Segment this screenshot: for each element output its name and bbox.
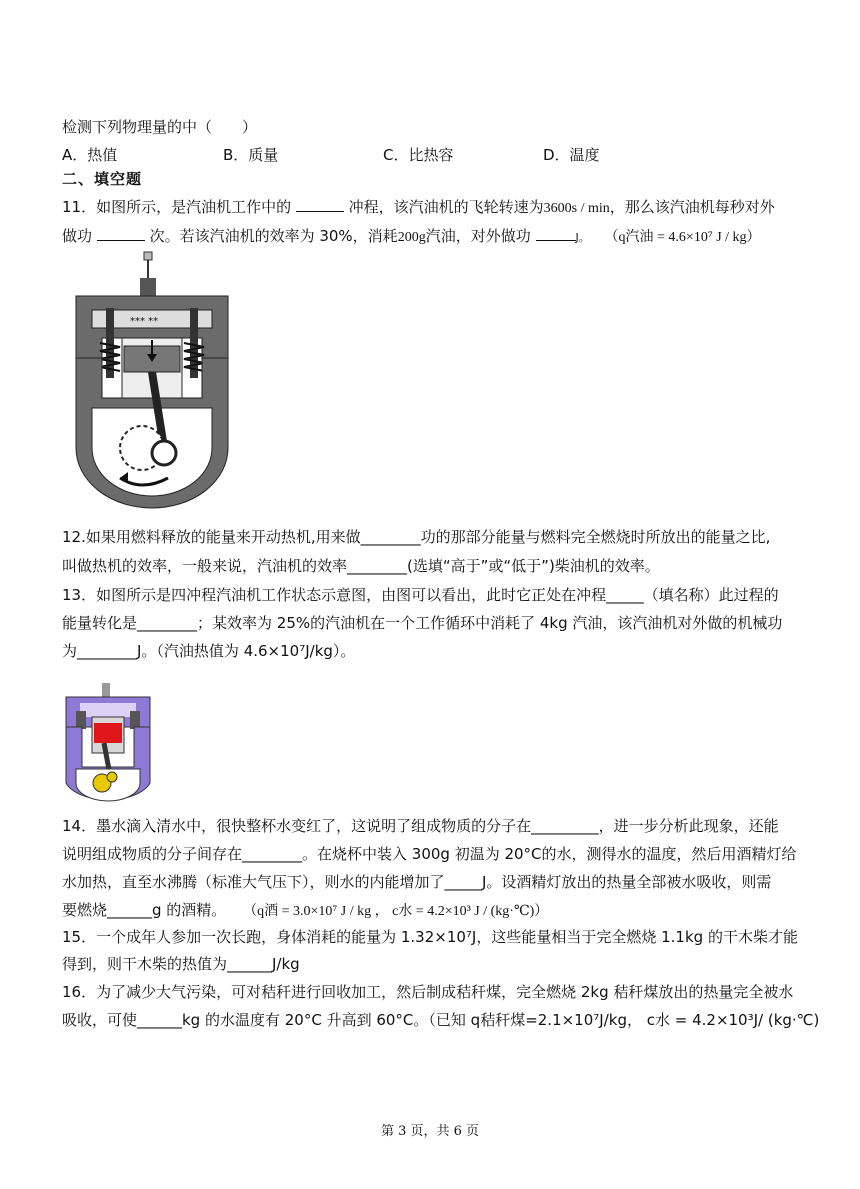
q11-blank-stroke (296, 197, 344, 212)
q12-line2: 叫做热机的效率，一般来说，汽油机的效率________(选填“高于”或“低于”)柴油机的效率。 (62, 557, 660, 575)
q14-line3: 水加热，直至水沸腾（标准大气压下），则水的内能增加了_____J。设酒精灯放出的热量全部被水吸收，则需 (62, 873, 772, 891)
gasoline-engine-diagram (72, 248, 232, 513)
q14-line4: 要燃烧______g 的酒精。 （q酒 = 3.0×10⁷ J / kg ， c水 = 4.2×10³ J / (kg·℃)） (62, 901, 549, 919)
four-stroke-engine-diagram (62, 683, 154, 808)
question-10-tail: 检测下列物理量的中（ ） (62, 118, 258, 136)
q15-line1: 15．一个成年人参加一次长跑，身体消耗的能量为 1.32×10⁷J，这些能量相当于完全燃烧 1.1kg 的干木柴才能 (62, 928, 798, 946)
q11-formula: （q汽油 = 4.6×10⁷ J / kg） (604, 230, 761, 245)
q16-line2: 吸收，可使______kg 的水温度有 20°C 升高到 60°C。（已知 q秸秆煤=2.1×10⁷J/kg， c水 = 4.2×10³J/ (kg·℃) (62, 1011, 820, 1029)
option-d: D．温度 (543, 146, 600, 164)
q11-line1: 11．如图所示，是汽油机工作中的 冲程，该汽油机的飞轮转速为3600s / min，那么该汽油机每秒对外 (62, 198, 775, 216)
q14-formula: （q酒 = 3.0×10⁷ J / kg ， c水 = 4.2×10³ J / (kg·℃)） (243, 904, 549, 919)
q11-blank-work (536, 226, 576, 241)
q16-line1: 16．为了减少大气污染，可对秸秆进行回收加工，然后制成秸秆煤，完全燃烧 2kg 秸秆煤放出的热量完全被水 (62, 983, 794, 1001)
page-footer: 第 3 页，共 6 页 (380, 1124, 480, 1139)
q14-line2: 说明组成物质的分子间存在________。在烧杯中装入 300g 初温为 20°C的水，测得水的温度，然后用酒精灯给 (62, 845, 797, 863)
q13-line3: 为________J。（汽油热值为 4.6×10⁷J/kg）。 (62, 642, 356, 660)
q13-line1: 13．如图所示是四冲程汽油机工作状态示意图，由图可以看出，此时它正处在冲程_____（填名称）此过程的 (62, 586, 779, 604)
option-c: C．比热容 (383, 146, 454, 164)
q11-blank-count (97, 226, 145, 241)
q14-line1: 14．墨水滴入清水中，很快整杯水变红了，这说明了组成物质的分子在_________，进一步分析此现象，还能 (62, 817, 779, 835)
option-a: A．热值 (62, 146, 118, 164)
q11-line2: 做功 次。若该汽油机的效率为 30%，消耗200g汽油，对外做功 J。 （q汽油 = 4.6×10⁷ J / kg） (62, 227, 761, 245)
q12-line1: 12.如果用燃料释放的能量来开动热机,用来做________功的那部分能量与燃料完全燃烧时所放出的能量之比, (62, 528, 771, 546)
section-title: 二、填空题 (62, 170, 143, 188)
q13-line2: 能量转化是________；某效率为 25%的汽油机在一个工作循环中消耗了 4kg 汽油，该汽油机对外做的机械功 (62, 614, 783, 632)
svg-text:*** **: *** ** (130, 316, 159, 327)
option-b: B．质量 (223, 146, 279, 164)
q15-line2: 得到，则干木柴的热值为______J/kg (62, 955, 300, 973)
